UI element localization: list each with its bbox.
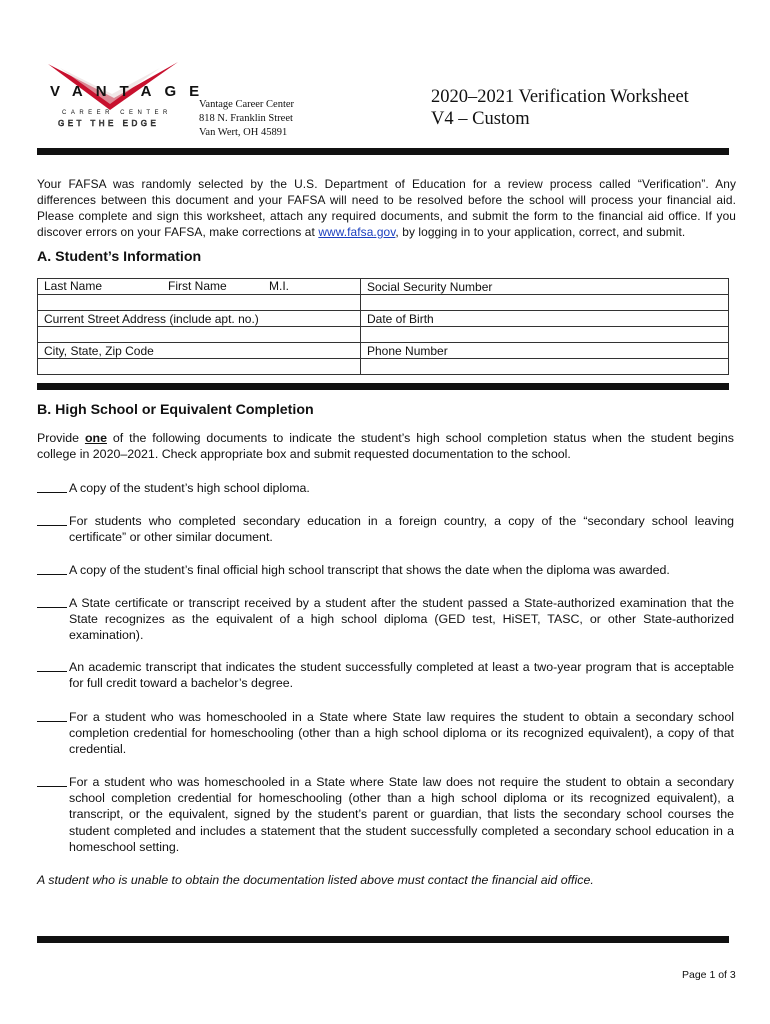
option-state-certificate <box>37 595 734 644</box>
mi-label: M.I. <box>269 279 289 293</box>
section-b-heading: B. High School or Equivalent Completion <box>37 402 314 418</box>
option-text-4: A State certificate or transcript received by a student after the student passed a State-authorized examination that the State recognizes as the equivalent of a high school diploma (GED test, HiSET, TASC, or other State-authorized examination). <box>69 596 734 643</box>
option-checkbox-2[interactable] <box>37 513 67 526</box>
option-text-5: An academic transcript that indicates the student successfully completed at least a two-year program that is acceptable for full credit toward a bachelor’s degree. <box>69 660 734 691</box>
option-transcript <box>37 562 734 578</box>
option-text-1: A copy of the student’s high school diploma. <box>69 481 310 495</box>
last-name-label: Last Name <box>44 279 103 293</box>
section-b-intro-text: Provide <box>37 431 85 445</box>
intro-paragraph <box>37 176 736 240</box>
option-checkbox-6[interactable] <box>37 709 67 722</box>
option-checkbox-4[interactable] <box>37 595 67 608</box>
first-name-label: First Name <box>168 279 227 293</box>
street-input[interactable] <box>38 327 361 343</box>
city-label: City, State, Zip Code <box>38 343 361 359</box>
option-checkbox-7[interactable] <box>37 774 67 787</box>
intro-text-end: , by logging in to your application, correct, and submit. <box>395 225 686 239</box>
section-b-intro <box>37 430 734 462</box>
option-diploma <box>37 480 734 496</box>
address-name: Vantage Career Center <box>199 99 295 110</box>
dob-input[interactable] <box>361 327 729 343</box>
name-label-cell <box>38 279 361 295</box>
page-number: Page 1 of 3 <box>682 969 736 981</box>
student-info-table <box>37 278 729 375</box>
option-homeschool-credential <box>37 709 734 758</box>
option-academic-transcript <box>37 659 734 691</box>
logo-brand: VANTAGE <box>50 83 213 100</box>
logo-sub: CAREER CENTER <box>62 110 172 116</box>
option-checkbox-3[interactable] <box>37 562 67 575</box>
option-text-2: For students who completed secondary education in a foreign country, a copy of the “secondary school leaving certificate” or other similar document. <box>69 514 734 545</box>
option-checkbox-1[interactable] <box>37 480 67 493</box>
address-city: Van Wert, OH 45891 <box>199 127 288 138</box>
ssn-input[interactable] <box>361 295 729 311</box>
option-text-6: For a student who was homeschooled in a State where State law requires the student to obtain a secondary school completion credential for homeschooling (other than a high school diploma or its recognized equivalent), a copy of that credential. <box>69 710 734 757</box>
option-text-3: A copy of the student’s final official high school transcript that shows the date when the diploma was awarded. <box>69 563 670 577</box>
contact-note: A student who is unable to obtain the documentation listed above must contact the financial aid office. <box>37 873 594 887</box>
vantage-logo <box>40 58 213 133</box>
header-divider <box>37 148 729 155</box>
worksheet-title <box>431 86 689 130</box>
dob-label: Date of Birth <box>361 311 729 327</box>
logo-tagline: GET THE EDGE <box>58 119 160 128</box>
school-address <box>199 98 294 140</box>
worksheet-title-line2: V4 – Custom <box>431 109 530 129</box>
city-input[interactable] <box>38 359 361 375</box>
name-input[interactable] <box>38 295 361 311</box>
street-label: Current Street Address (include apt. no.) <box>38 311 361 327</box>
phone-label: Phone Number <box>361 343 729 359</box>
intro-text: Your FAFSA was randomly selected by the U.S. Department of Education for a review process called “Verification”. Any differences between this document and your FAFSA will need to be resolved before the school will process your financial aid. Please complete and sign this worksheet, attach any required documents, and submit the form to the financial aid office. If you discover errors on your FAFSA, make corrections at <box>37 177 736 239</box>
section-a-heading: A. Student’s Information <box>37 249 202 265</box>
section-b-intro-emphasis: one <box>84 431 107 445</box>
option-checkbox-5[interactable] <box>37 659 67 672</box>
section-a-divider <box>37 383 729 390</box>
fafsa-link[interactable]: www.fafsa.gov <box>318 225 396 239</box>
footer-divider <box>37 936 729 943</box>
option-homeschool-transcript <box>37 774 734 855</box>
option-text-7: For a student who was homeschooled in a State where State law does not require the student to obtain a secondary school completion credential for homeschooling (other than a high school diploma or its recognized equivalent), a transcript, or the equivalent, signed by the student’s parent or guardian, that lists the secondary school courses the student completed and includes a statement that the student successfully completed a secondary school education in a homeschool setting. <box>69 775 734 854</box>
ssn-label: Social Security Number <box>361 279 729 295</box>
worksheet-title-line1: 2020–2021 Verification Worksheet <box>431 87 689 107</box>
address-street: 818 N. Franklin Street <box>199 113 293 124</box>
option-foreign <box>37 513 734 545</box>
phone-input[interactable] <box>361 359 729 375</box>
section-b-intro-text-end: of the following documents to indicate the student’s high school completion status when the student begins college in 2020–2021. Check appropriate box and submit requested documentation to the school. <box>37 431 734 462</box>
